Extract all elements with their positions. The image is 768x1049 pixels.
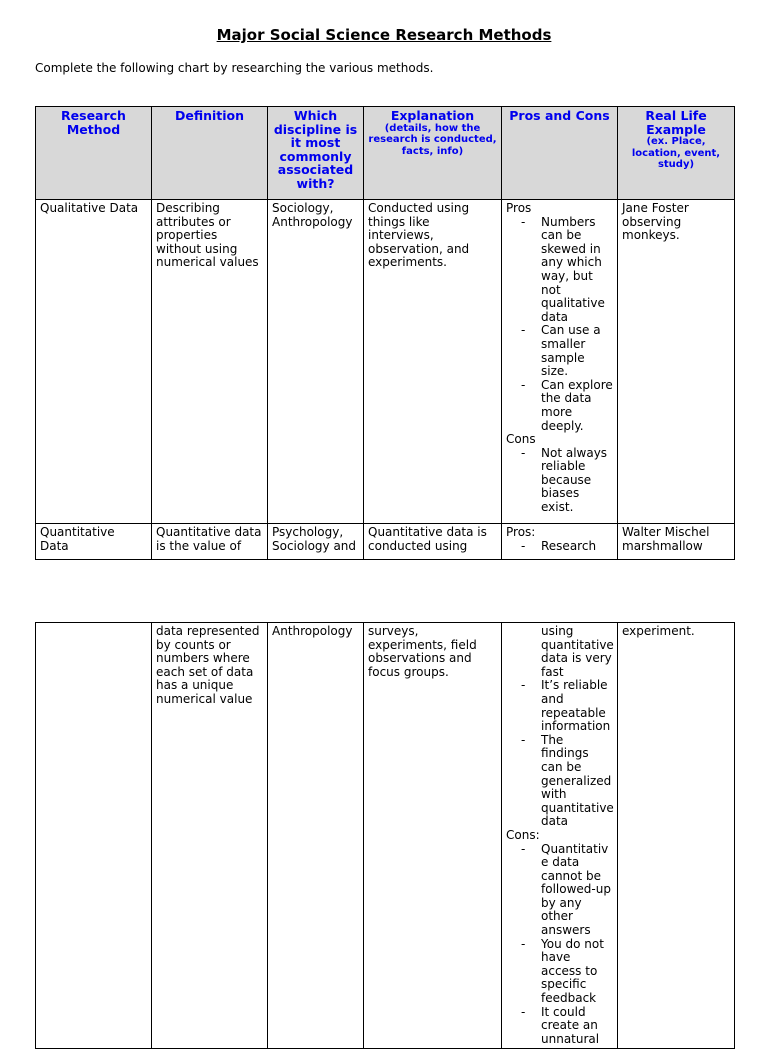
cell-explanation: surveys, experiments, field observations and focus groups. bbox=[364, 623, 502, 1049]
list-item: - Research bbox=[521, 540, 613, 554]
cons-list bbox=[506, 843, 613, 1047]
header-definition: Definition bbox=[152, 107, 268, 200]
cons-label: Cons bbox=[506, 432, 536, 447]
pros-label: Pros bbox=[506, 201, 532, 215]
table-row bbox=[36, 623, 735, 1049]
list-item: - It could create an unnatural bbox=[521, 1006, 613, 1047]
cell-pros-cons bbox=[502, 623, 618, 1049]
header-explanation bbox=[364, 107, 502, 200]
cell-method: Qualitative Data bbox=[36, 200, 152, 524]
cell-method bbox=[36, 623, 152, 1049]
cell-example: Jane Foster observing monkeys. bbox=[618, 200, 735, 524]
header-example bbox=[618, 107, 735, 200]
list-item: - It’s reliable and repeatable information bbox=[521, 679, 613, 733]
table-row bbox=[36, 200, 735, 524]
header-discipline: Which discipline is it most commonly associated with? bbox=[268, 107, 364, 200]
header-example-subtitle: (ex. Place, location, event, study) bbox=[631, 136, 721, 171]
header-research-method: Research Method bbox=[36, 107, 152, 200]
cell-discipline: Sociology, Anthropology bbox=[268, 200, 364, 524]
cell-pros-cons bbox=[502, 524, 618, 560]
cell-example: experiment. bbox=[618, 623, 735, 1049]
pros-list bbox=[506, 216, 613, 434]
header-example-title: Real Life Example bbox=[645, 108, 707, 137]
pros-continued-text: using quantitative data is very fast bbox=[541, 624, 614, 679]
cell-definition: Describing attributes or properties without using numerical values bbox=[152, 200, 268, 524]
pros-list bbox=[506, 679, 613, 829]
list-item: - Numbers can be skewed in any which way, but not qualitative data bbox=[521, 216, 613, 325]
header-explanation-title: Explanation bbox=[390, 108, 475, 123]
pros-label: Pros: bbox=[506, 525, 536, 539]
table-header-row bbox=[36, 107, 735, 200]
cell-example: Walter Mischel marshmallow bbox=[618, 524, 735, 560]
pros-list bbox=[506, 540, 613, 554]
list-item: - Can use a smaller sample size. bbox=[521, 324, 613, 378]
cell-discipline: Anthropology bbox=[268, 623, 364, 1049]
header-explanation-subtitle: (details, how the research is conducted, facts, info) bbox=[368, 122, 497, 157]
list-item: - Can explore the data more deeply. bbox=[521, 379, 613, 433]
document-title: Major Social Science Research Methods bbox=[216, 26, 552, 44]
intro-text: Complete the following chart by researching the various methods. bbox=[35, 61, 434, 75]
list-item: - Quantitativ e data cannot be followed-up by any other answers bbox=[521, 843, 613, 938]
cons-label: Cons: bbox=[506, 827, 540, 842]
cell-pros-cons bbox=[502, 200, 618, 524]
cell-method: Quantitative Data bbox=[36, 524, 152, 560]
cons-list bbox=[506, 447, 613, 515]
cell-discipline: Psychology, Sociology and bbox=[268, 524, 364, 560]
continuation-table bbox=[35, 622, 735, 1049]
cell-definition: data represented by counts or numbers where each set of data has a unique numerical value bbox=[152, 623, 268, 1049]
cell-definition: Quantitative data is the value of bbox=[152, 524, 268, 560]
list-item: - Not always reliable because biases exist. bbox=[521, 447, 613, 515]
cell-explanation: Quantitative data is conducted using bbox=[364, 524, 502, 560]
table-row bbox=[36, 524, 735, 560]
research-methods-table bbox=[35, 106, 735, 560]
cell-explanation: Conducted using things like interviews, observation, and experiments. bbox=[364, 200, 502, 524]
list-item: - The findings can be generalized with quantitative data bbox=[521, 734, 613, 829]
list-item: - You do not have access to specific feedback bbox=[521, 938, 613, 1006]
header-pros-cons: Pros and Cons bbox=[502, 107, 618, 200]
